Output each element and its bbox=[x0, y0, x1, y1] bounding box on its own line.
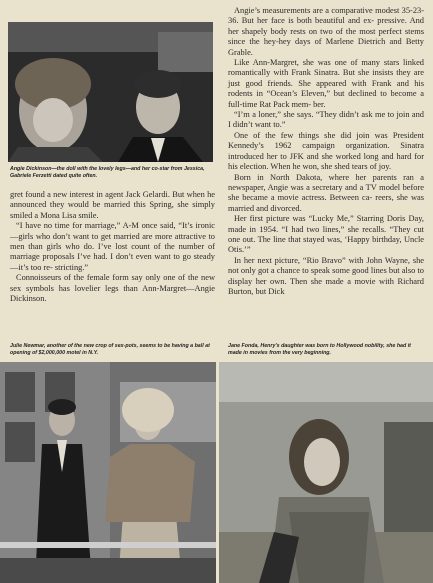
left-column-text bbox=[10, 190, 215, 304]
caption-angie-dickinson bbox=[10, 166, 215, 180]
photo-jane-fonda-image bbox=[219, 362, 433, 583]
right-paragraph-2: Like Ann-Margret, she was one of many stars linked romantically with Frank Sinatra. But she insists they are just good friends. She appeared with Frank and his rodents in “Ocean’s Eleven,” but declined to become a full-time Rat Pack mem- ber. bbox=[228, 58, 424, 109]
right-paragraph-6: Her first picture was “Lucky Me,” Starring Doris Day, made in 1954. “I had two lines,” she recalls. “They cut one out. The line that stayed was, ‘Happy birthday, Uncle Otis.’” bbox=[228, 214, 424, 255]
right-column-text bbox=[228, 6, 424, 297]
caption-jane-fonda-text: Henry's daughter was born to Hollywood nobility, she had it made in movies from the very beginning. bbox=[228, 343, 411, 357]
right-paragraph-1: Angie’s measurements are a comparative modest 35-23-36. But her face is both beautiful and ex- pressive. And her shapely body rests on two of the most perfect stems since the hey-hey days of Marlene Dietrich and Betty Grable. bbox=[228, 6, 424, 57]
left-paragraph-1: gret found a new interest in agent Jack Gelardi. But when he announced they would be married this Spring, she simply smiled a Mona Lisa smile. bbox=[10, 190, 215, 220]
photo-angie-dickinson bbox=[8, 22, 213, 162]
left-paragraph-3: Connoisseurs of the female form say only one of the new sex symbols has lovelier legs than Ann-Margret—Angie Dickinson. bbox=[10, 273, 215, 304]
caption-jane-fonda bbox=[228, 343, 424, 357]
right-paragraph-3: “I’m a loner,” she says. “They didn’t ask me to join and I didn’t want to.” bbox=[228, 110, 424, 130]
caption-julie-newmar-text: another of the new crop of sex-pots, seems to be having a ball at opening of $2,000,000 motel in N.Y. bbox=[10, 343, 210, 357]
photo-julie-newmar bbox=[0, 362, 216, 583]
caption-julie-newmar-lead: Julie Newmar, bbox=[10, 343, 46, 349]
caption-angie-dickinson-lead: Angie Dickinson bbox=[10, 166, 52, 172]
photo-angie-dickinson-image bbox=[8, 22, 213, 162]
right-paragraph-4: One of the few things she did join was President Kennedy’s 1962 campaign organization. Sinatra introduced her to JFK and she worked long and hard for his election. When he won, she shed tears of joy. bbox=[228, 130, 424, 172]
caption-angie-dickinson-text: —the doll with the lovely legs—and her co-star from Jessica, Gabriele Ferzetti dated quite often. bbox=[10, 166, 205, 180]
caption-jane-fonda-lead: Jane Fonda, bbox=[228, 343, 259, 349]
right-paragraph-5: Born in North Dakota, where her parents ran a newspaper, Angie was a secretary and a TV model before she became a movie actress. Between ca- reers, she was married and divorced. bbox=[228, 172, 424, 213]
left-paragraph-2: “I have no time for marriage,” A-M once said, “It’s ironic—girls who don’t want to get married are more attractive to men than girls who do. I’ve lost count of the number of marriage proposals I’ve had. I don’t even want to go steady—it’s too re- stricting.” bbox=[10, 221, 215, 272]
caption-julie-newmar bbox=[10, 343, 215, 357]
photo-julie-newmar-image bbox=[0, 362, 216, 583]
right-paragraph-7: In her next picture, “Rio Bravo” with John Wayne, she not only got a chance to speak some good lines but also to display her own. Then she made a movie with Richard Burton, but Dick bbox=[228, 255, 424, 296]
photo-jane-fonda bbox=[219, 362, 433, 583]
